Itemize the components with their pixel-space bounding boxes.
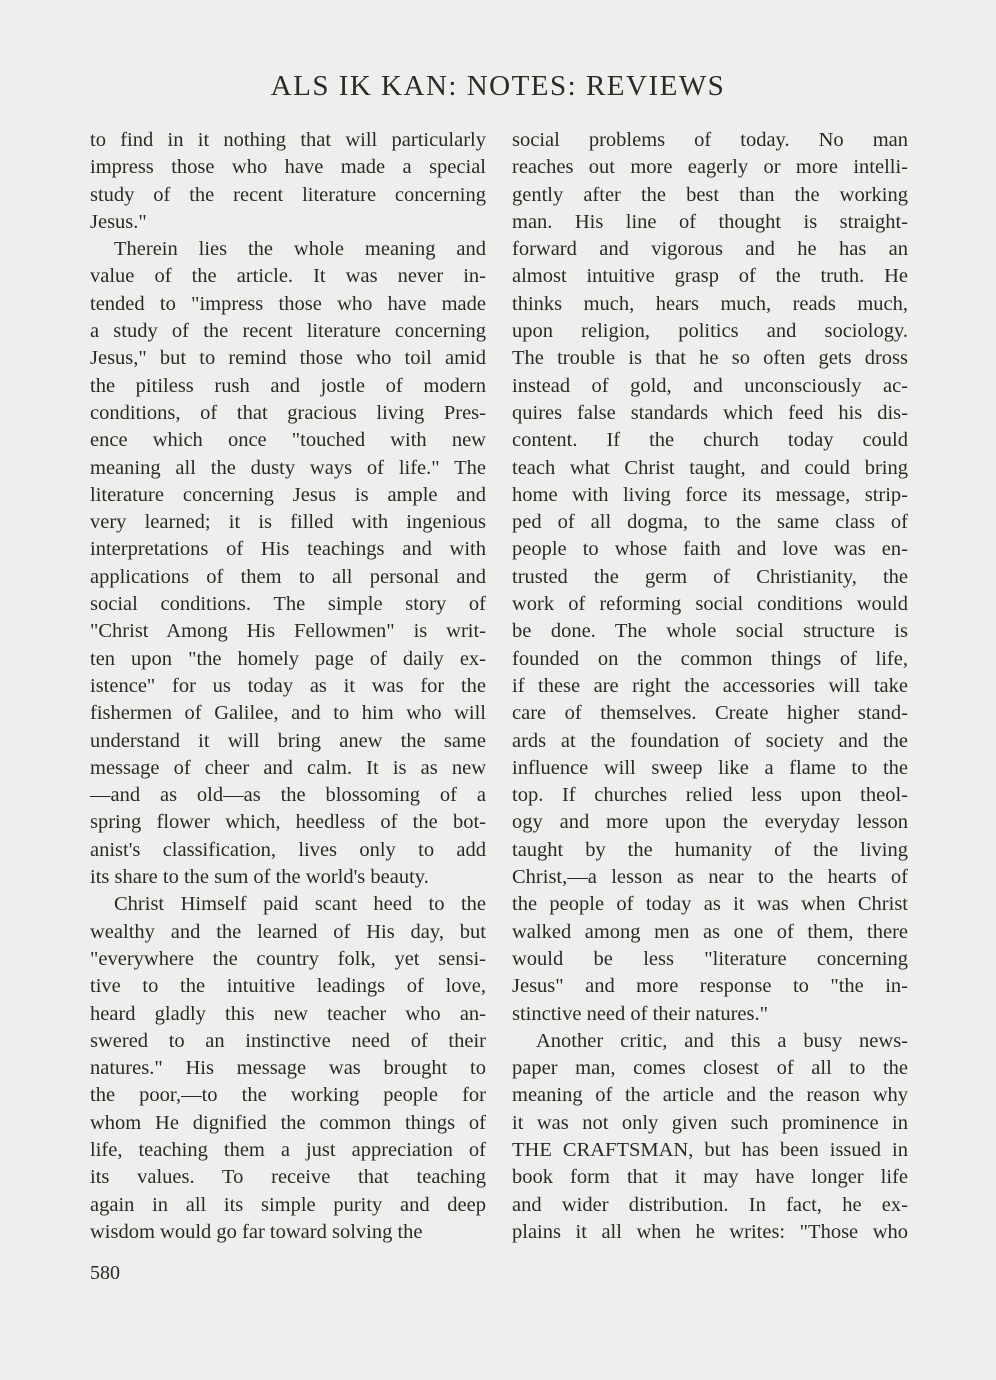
text-line: life, teaching them a just appreciation of [90, 1138, 486, 1161]
text-line: Jesus," but to remind those who toil amid [90, 347, 486, 370]
text-line: —and as old—as the blossoming of a [90, 784, 486, 807]
text-line: wealthy and the learned of His day, but [90, 920, 486, 943]
text-line: Another critic, and this a busy news- [536, 1029, 908, 1052]
text-line: ped of all dogma, to the same class of [512, 511, 908, 534]
text-line: literature concerning Jesus is ample and [90, 483, 486, 506]
text-line: upon religion, politics and sociology. [512, 320, 908, 343]
text-line: ards at the foundation of society and the [512, 729, 908, 752]
text-line: its values. To receive that teaching [90, 1166, 486, 1189]
text-line: to find in it nothing that will particularly [90, 129, 486, 151]
text-line: interpretations of His teachings and with [90, 538, 486, 561]
text-line: instead of gold, and unconsciously ac- [512, 374, 908, 397]
text-line: Jesus." [90, 210, 147, 233]
text-line: message of cheer and calm. It is as new [90, 756, 486, 779]
text-line: Jesus" and more response to "the in- [512, 975, 908, 998]
text-line: anist's classification, lives only to add [90, 838, 486, 861]
text-line: wisdom would go far toward solving the [90, 1220, 423, 1243]
running-header: ALS IK KAN: NOTES: REVIEWS [270, 70, 726, 102]
text-line: paper man, comes closest of all to the [512, 1057, 908, 1080]
text-line: forward and vigorous and he has an [512, 238, 908, 261]
text-line: would be less "literature concerning [512, 947, 908, 970]
text-line: Christ Himself paid scant heed to the [114, 893, 486, 916]
text-line: impress those who have made a special [90, 156, 486, 179]
text-line: content. If the church today could [512, 429, 908, 452]
text-line: social problems of today. No man [512, 129, 908, 151]
text-line: man. His line of thought is straight- [512, 210, 908, 233]
text-line: reaches out more eagerly or more intelli- [512, 156, 908, 179]
text-line: spring flower which, heedless of the bot- [90, 811, 486, 834]
text-line: "everywhere the country folk, yet sensi- [90, 947, 486, 970]
right-column [512, 127, 908, 1246]
text-line: understand it will bring anew the same [90, 729, 486, 752]
text-line: care of themselves. Create higher stand- [512, 702, 908, 725]
text-line: influence will sweep like a flame to the [512, 756, 908, 779]
text-line: the poor,—to the working people for [90, 1084, 486, 1107]
text-line: top. If churches relied less upon theol- [512, 784, 908, 807]
text-line: it was not only given such prominence in [512, 1111, 908, 1134]
text-line: ence which once "touched with new [90, 429, 486, 452]
text-line: value of the article. It was never in- [90, 265, 486, 288]
text-line: the pitiless rush and jostle of modern [90, 374, 486, 397]
text-line: Therein lies the whole meaning and [114, 238, 486, 261]
text-line: quires false standards which feed his dis- [512, 401, 908, 424]
text-line: meaning of the article and the reason why [512, 1084, 908, 1107]
text-line: natures." His message was brought to [90, 1057, 486, 1080]
text-line: again in all its simple purity and deep [90, 1193, 486, 1216]
text-line: "Christ Among His Fellowmen" is writ- [90, 620, 486, 643]
text-line: fishermen of Galilee, and to him who will [90, 702, 486, 725]
text-line: be done. The whole social structure is [512, 620, 908, 643]
text-line: taught by the humanity of the living [512, 838, 908, 861]
text-line: teach what Christ taught, and could bring [512, 456, 908, 479]
text-line: a study of the recent literature concerning [90, 320, 486, 343]
text-line: the people of today as it was when Christ [512, 893, 908, 916]
text-line: very learned; it is filled with ingenious [90, 511, 486, 534]
text-line: its share to the sum of the world's beauty. [90, 866, 429, 889]
page-number: 580 [90, 1262, 120, 1284]
text-line: stinctive need of their natures." [512, 1002, 768, 1025]
text-line: thinks much, hears much, reads much, [512, 292, 908, 315]
text-line: meaning all the dusty ways of life." The [90, 456, 486, 479]
text-line: ten upon "the homely page of daily ex- [90, 647, 486, 670]
text-line: Christ,—a lesson as near to the hearts of [512, 866, 908, 889]
text-line: founded on the common things of life, [512, 647, 908, 670]
text-line: trusted the germ of Christianity, the [512, 565, 908, 588]
text-line: social conditions. The simple story of [90, 593, 486, 616]
text-line: and wider distribution. In fact, he ex- [512, 1193, 908, 1216]
text-line: ogy and more upon the everyday lesson [512, 811, 908, 834]
text-line: walked among men as one of them, there [512, 920, 908, 943]
text-line: applications of them to all personal and [90, 565, 486, 588]
left-column [90, 127, 486, 1246]
text-line: study of the recent literature concerning [90, 183, 486, 206]
text-line: heard gladly this new teacher who an- [90, 1002, 486, 1025]
text-line: almost intuitive grasp of the truth. He [512, 265, 908, 288]
text-line: tended to "impress those who have made [90, 292, 486, 315]
text-line: if these are right the accessories will take [512, 674, 908, 697]
text-line: work of reforming social conditions would [512, 593, 908, 616]
text-line: whom He dignified the common things of [90, 1111, 486, 1134]
text-line: home with living force its message, strip- [512, 483, 908, 506]
text-line: book form that it may have longer life [512, 1166, 908, 1189]
text-line: people to whose faith and love was en- [512, 538, 908, 561]
text-line: swered to an instinctive need of their [90, 1029, 486, 1052]
text-line: gently after the best than the working [512, 183, 908, 206]
text-line: istence" for us today as it was for the [90, 674, 486, 697]
text-line: THE CRAFTSMAN, but has been issued in [512, 1138, 908, 1161]
text-line: conditions, of that gracious living Pres- [90, 401, 486, 424]
text-line: tive to the intuitive leadings of love, [90, 975, 486, 998]
text-line: The trouble is that he so often gets dross [512, 347, 908, 370]
text-line: plains it all when he writes: "Those who [512, 1220, 908, 1243]
